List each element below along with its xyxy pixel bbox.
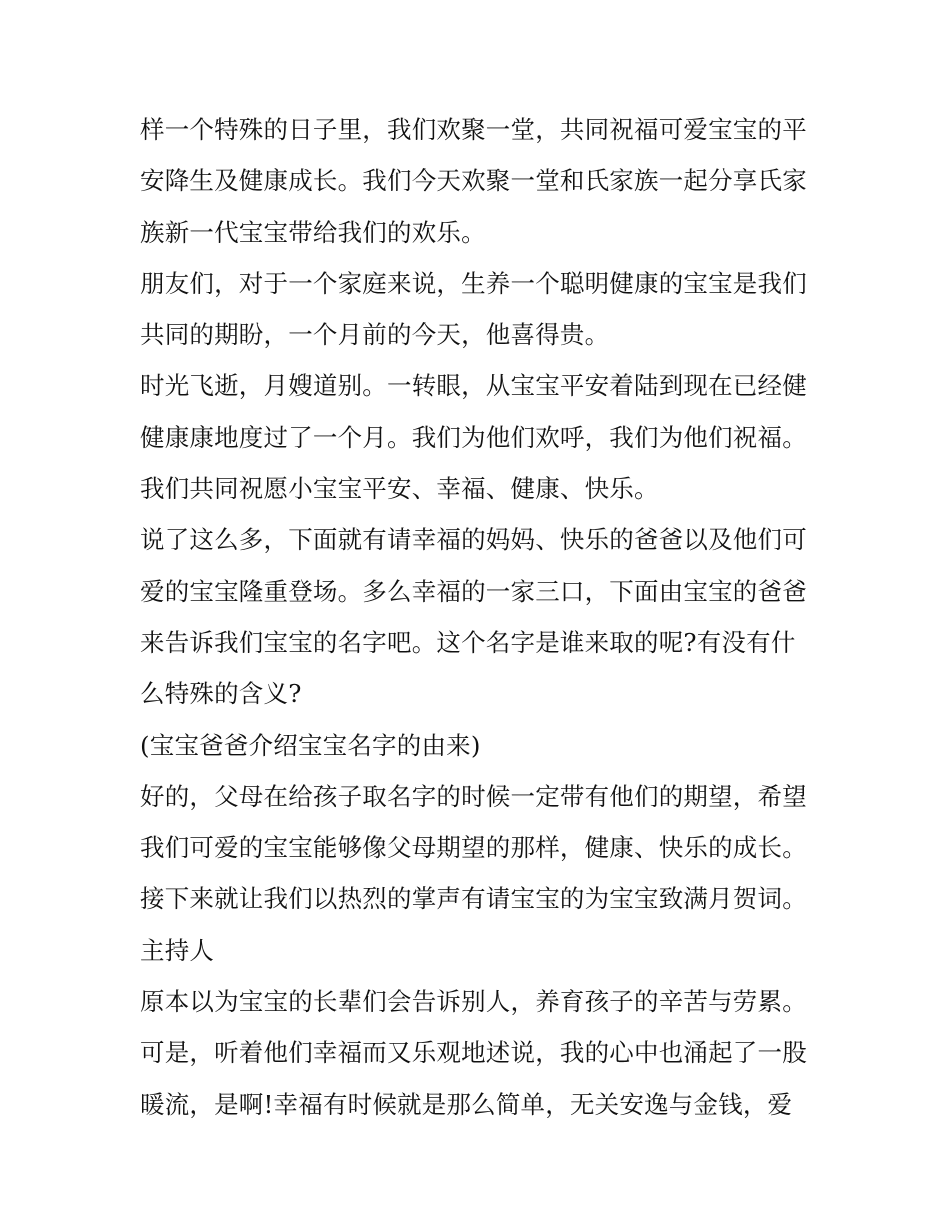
text-line: 好的，父母在给孩子取名字的时候一定带有他们的期望，希望 — [140, 781, 807, 811]
text-line: 安降生及健康成长。我们今天欢聚一堂和氏家族一起分享氏家 — [140, 166, 807, 196]
text-line: 可是，听着他们幸福而又乐观地述说，我的心中也涌起了一股 — [140, 1038, 807, 1068]
text-line: 共同的期盼，一个月前的今天，他喜得贵。 — [140, 320, 610, 350]
text-line: (宝宝爸爸介绍宝宝名字的由来) — [140, 730, 481, 760]
document-body — [140, 104, 830, 1130]
text-line: 族新一代宝宝带给我们的欢乐。 — [140, 217, 486, 247]
text-line: 原本以为宝宝的长辈们会告诉别人，养育孩子的辛苦与劳累。 — [140, 987, 807, 1017]
text-line: 我们共同祝愿小宝宝平安、幸福、健康、快乐。 — [140, 474, 659, 504]
text-line: 主持人 — [140, 935, 215, 965]
text-line: 我们可爱的宝宝能够像父母期望的那样，健康、快乐的成长。 — [140, 833, 807, 863]
text-line: 接下来就让我们以热烈的掌声有请宝宝的为宝宝致满月贺词。 — [140, 884, 807, 914]
text-line: 说了这么多，下面就有请幸福的妈妈、快乐的爸爸以及他们可 — [140, 525, 807, 555]
text-line: 爱的宝宝隆重登场。多么幸福的一家三口，下面由宝宝的爸爸 — [140, 576, 807, 606]
text-line: 来告诉我们宝宝的名字吧。这个名字是谁来取的呢?有没有什 — [140, 627, 796, 657]
text-line: 朋友们，对于一个家庭来说，生养一个聪明健康的宝宝是我们 — [140, 268, 807, 298]
text-line: 么特殊的含义? — [140, 679, 302, 709]
text-line: 健康康地度过了一个月。我们为他们欢呼，我们为他们祝福。 — [140, 422, 807, 452]
text-line: 时光飞逝，月嫂道别。一转眼，从宝宝平安着陆到现在已经健 — [140, 371, 807, 401]
text-line: 暖流，是啊!幸福有时候就是那么简单，无关安逸与金钱，爱 — [140, 1089, 793, 1119]
text-line: 样一个特殊的日子里，我们欢聚一堂，共同祝福可爱宝宝的平 — [140, 115, 807, 144]
